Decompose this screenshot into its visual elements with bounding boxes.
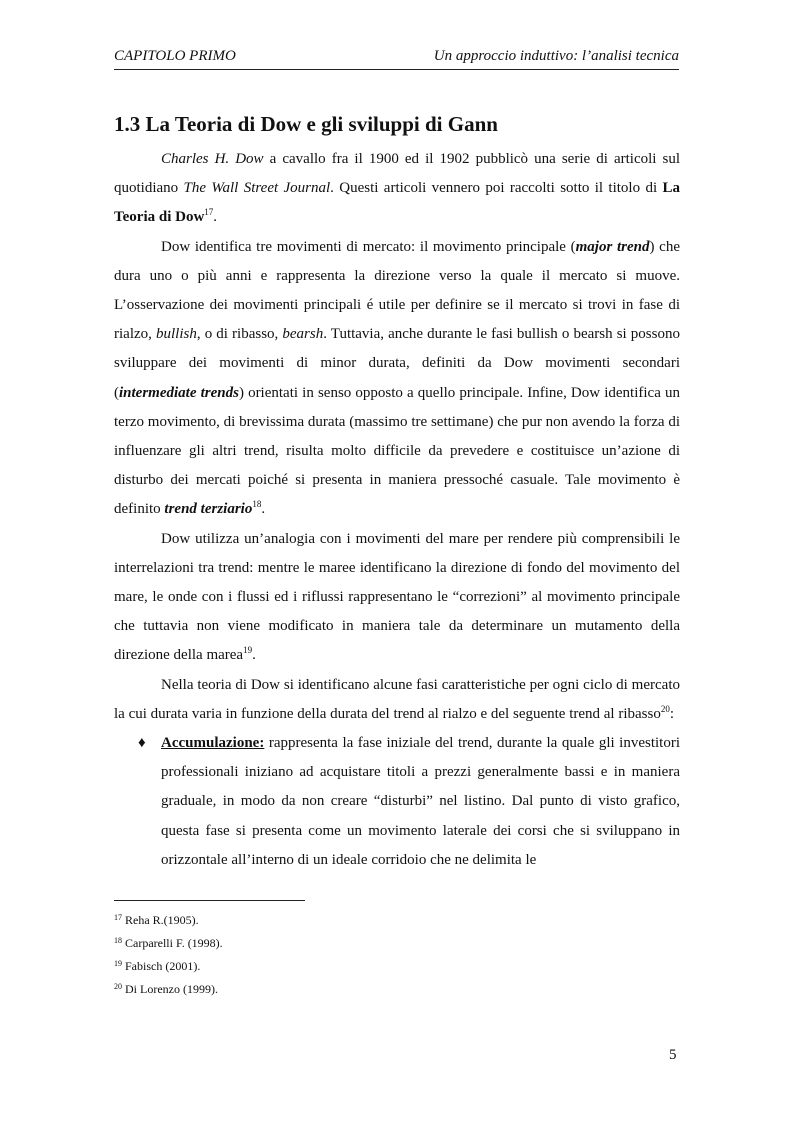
author-name: Charles H. Dow bbox=[161, 151, 264, 167]
journal-name: The Wall Street Journal bbox=[183, 180, 331, 197]
footnote-17: $^{17}$ Reha R.(1905). bbox=[114, 913, 199, 927]
footnote-ref: 17 bbox=[204, 207, 214, 218]
theory-name: La Teoria di Dow bbox=[114, 180, 681, 226]
term-bullish: bullish bbox=[156, 326, 197, 343]
running-header bbox=[114, 48, 679, 68]
footnotes bbox=[114, 913, 223, 1005]
footnote-ref: 18 bbox=[252, 499, 262, 510]
paragraph-3: Dow utilizza un’analogia con i movimenti del mare per rendere più comprensibili le interrelazioni tra trend: mentre le maree identificano la direzione di fondo del movimento del mare, le onde con i flussi ed i riflussi rappresentano le “correzioni” al movimento principale che tuttavia non viene modificato in maniera tale da determinare un mutamento della direzione della marea$^{19}$. bbox=[114, 530, 680, 664]
diamond-bullet-icon: ♦ bbox=[138, 735, 146, 752]
footnote-18: $^{18}$ Carparelli F. (1998). bbox=[114, 936, 223, 950]
bullet-term: Accumulazione: bbox=[161, 735, 265, 752]
header-section-title: Un approccio induttivo: l’analisi tecnica bbox=[433, 48, 679, 64]
term-intermediate-trends: intermediate trends bbox=[119, 384, 239, 401]
term-bearsh: bearsh bbox=[282, 326, 324, 343]
term-trend-terziario: trend terziario bbox=[164, 501, 253, 518]
paragraph-2: Dow identifica tre movimenti di mercato: il movimento principale (major trend) che dura uno o più anni e rappresenta la direzione verso la quale il mercato si muove. L’osservazione dei movimenti principali é utile per definire se il mercato si trovi in fase di rialzo, bullish, o di ribasso, bearsh. Tuttavia, anche durante le fasi bullish o bearsh si possono sviluppare dei movimenti di minor durata, definiti da Dow movimenti secondari (intermediate trends) orientati in senso opposto a quello principale. Infine, Dow identifica un terzo movimento, di brevissima durata (massimo tre settimane) che pur non avendo la forza di influenzare gli altri trend, risulta molto difficile da prevedere e costituisce un’azione di disturbo dei mercati poiché si presenta in maniera pressoché casuale. Tale movimento è definito trend terziario$^{18}$. bbox=[114, 238, 681, 518]
term-major-trend: major trend bbox=[575, 238, 650, 255]
footnote-19: $^{19}$ Fabisch (2001). bbox=[114, 959, 201, 973]
footnote-ref: 19 bbox=[243, 645, 253, 656]
body-text bbox=[114, 145, 680, 875]
section-title: 1.3 La Teoria di Dow e gli sviluppi di Gann bbox=[114, 112, 498, 136]
chapter-label: CAPITOLO PRIMO bbox=[114, 48, 236, 64]
bullet-item-accumulazione: ♦ Accumulazione: rappresenta la fase iniziale del trend, durante la quale gli investitori professionali iniziano ad acquistare titoli a prezzi generalmente bassi e in maniera graduale, in modo da non creare “disturbi” nel listino. Dal punto di visto grafico, questa fase si presenta come un movimento laterale dei corsi che si sviluppano in orizzontale all’interno di un ideale corridoio che ne delimita le bbox=[114, 729, 680, 875]
page-number: 5 bbox=[669, 1047, 677, 1063]
footnote-divider bbox=[114, 900, 305, 901]
paragraph-1: Charles H. Dow a cavallo fra il 1900 ed il 1902 pubblicò una serie di articoli sul quotidiano The Wall Street Journal. Questi articoli vennero poi raccolti sotto il titolo di La Teoria di Dow$^{17}$. bbox=[114, 151, 681, 226]
paragraph-4: Nella teoria di Dow si identificano alcune fasi caratteristiche per ogni ciclo di mercato la cui durata varia in funzione della durata del trend al rialzo e del seguente trend al ribasso$^{20}$: bbox=[114, 676, 680, 722]
footnote-ref: 20 bbox=[660, 703, 670, 714]
header-divider bbox=[114, 69, 679, 70]
footnote-20: $^{20}$ Di Lorenzo (1999). bbox=[114, 982, 218, 996]
